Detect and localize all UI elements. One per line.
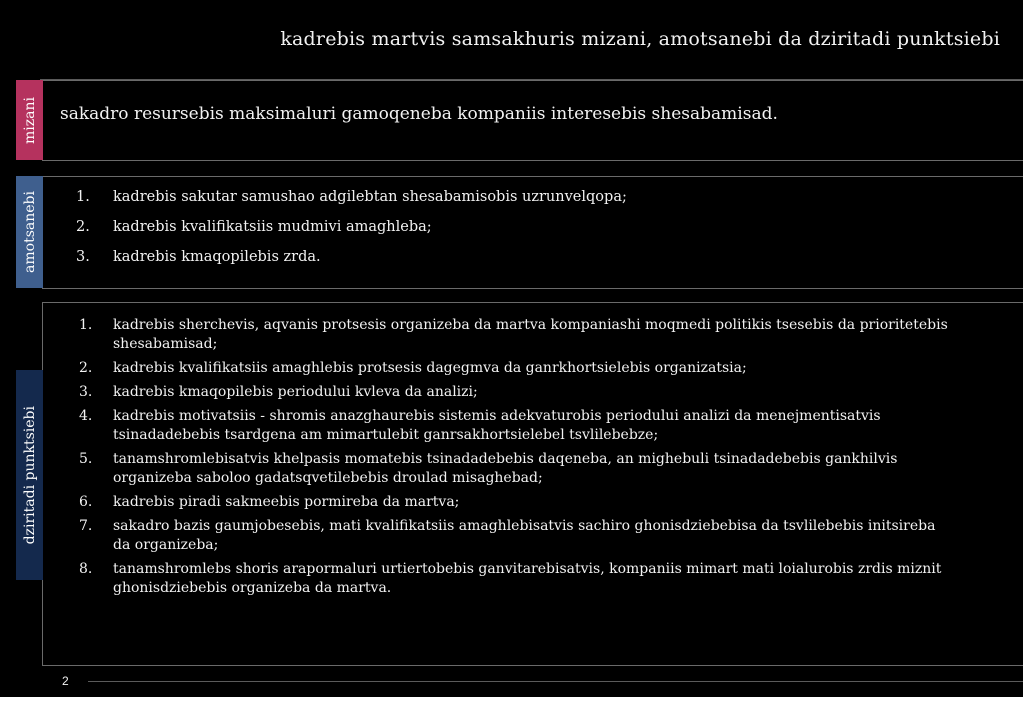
item-number: 3. [76, 249, 90, 265]
footer-divider [88, 681, 1023, 682]
list-item [79, 560, 949, 598]
list-item [79, 493, 949, 512]
goal-tab-label: mizani [21, 96, 38, 144]
functions-tab-label: dziritadi punktsiebi [21, 405, 38, 545]
item-number: 3. [79, 384, 93, 400]
list-item [79, 407, 949, 445]
slide-title: kadrebis martvis samsakhuris mizani, amotsanebi da dziritadi punktsiebi [280, 28, 1000, 50]
item-number: 6. [79, 494, 93, 510]
item-number: 5. [79, 451, 93, 467]
item-text: kadrebis kvalifikatsiis mudmivi amaghleba; [113, 219, 432, 235]
item-number: 8. [79, 561, 93, 577]
list-item [76, 187, 976, 207]
functions-tab [16, 370, 43, 580]
item-number: 2. [79, 360, 93, 376]
item-number: 1. [76, 189, 90, 205]
item-text: kadrebis kvalifikatsiis amaghlebis protsesis dagegmva da ganrkhortsielebis organizatsia; [113, 360, 747, 376]
item-text: kadrebis kmaqopilebis zrda. [113, 249, 321, 265]
item-text: kadrebis sherchevis, aqvanis protsesis organizeba da martva kompaniashi moqmedi politikis tsesebis da prioritetebis shesabamisad; [113, 317, 948, 352]
item-text: kadrebis kmaqopilebis periodului kvleva da analizi; [113, 384, 478, 400]
goal-tab [16, 80, 43, 160]
list-item [79, 383, 949, 402]
item-number: 1. [79, 317, 93, 333]
item-text: kadrebis piradi sakmeebis pormireba da martva; [113, 494, 460, 510]
list-item [79, 359, 949, 378]
item-text: kadrebis motivatsiis - shromis anazghaurebis sistemis adekvaturobis periodului analizi da menejmentisatvis tsinadadebebis tsardgena am mimartulebit ganrsakhortsielebel tsvlilebebze; [113, 408, 881, 443]
tasks-tab-label: amotsanebi [21, 191, 38, 273]
item-number: 2. [76, 219, 90, 235]
item-number: 7. [79, 518, 93, 534]
item-text: tanamshromlebs shoris arapormaluri urtiertobebis ganvitarebisatvis, kompaniis mimart mati loialurobis zrdis miznit ghonisdziebebis organizeba da martva. [113, 561, 942, 596]
item-text: kadrebis sakutar samushao adgilebtan shesabamisobis uzrunvelqopa; [113, 189, 627, 205]
list-item [76, 217, 976, 237]
list-item [76, 247, 976, 267]
item-text: tanamshromlebisatvis khelpasis momatebis tsinadadebebis daqeneba, an mighebuli tsinadadebebis gankhilvis organizeba saboloo gadatsqvetilebebis droulad misaghebad; [113, 451, 898, 486]
page-number: 2 [62, 674, 69, 688]
functions-list [79, 316, 949, 603]
tasks-list [76, 187, 976, 277]
goal-text: sakadro resursebis maksimaluri gamoqeneba kompaniis interesebis shesabamisad. [60, 104, 778, 124]
list-item [79, 517, 949, 555]
tasks-tab [16, 176, 43, 288]
item-text: sakadro bazis gaumjobesebis, mati kvalifikatsiis amaghlebisatvis sachiro ghonisdziebebisa da tsvlilebebis initsireba da organizeba; [113, 518, 936, 553]
list-item [79, 316, 949, 354]
list-item [79, 450, 949, 488]
item-number: 4. [79, 408, 93, 424]
